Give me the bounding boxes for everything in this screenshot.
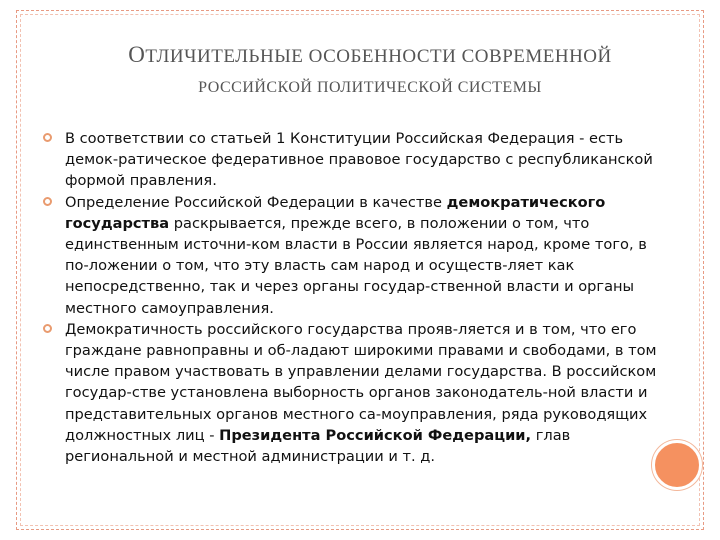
bullet-text: В соответствии со статьей 1 Конституции Российская Федерация - есть демок-ратическое федеративное правовое государство с республиканской формой правления. bbox=[65, 130, 653, 190]
circle-bullet-icon bbox=[43, 324, 52, 333]
bullet-text: Определение Российской Федерации в качестве bbox=[65, 193, 447, 211]
decorative-circle bbox=[652, 440, 702, 490]
slide-title bbox=[40, 40, 700, 102]
circle-bullet-icon bbox=[43, 197, 52, 206]
title-line-1 bbox=[40, 40, 700, 72]
title-first-letter: О bbox=[128, 42, 146, 67]
bullet-text: глав региональной и местной администрации и т. д. bbox=[65, 426, 571, 466]
bullet-text: раскрывается, прежде всего, в положении о том, что единственным источни-ком власти в России является народ, кроме того, в по-ложении о том, что эту власть сам народ и осуществ-ляет как непосредственно, так и через органы государ-ственной власти и органы местного самоуправления. bbox=[65, 214, 647, 317]
title-line-2: РОССИЙСКОЙ ПОЛИТИЧЕСКОЙ СИСТЕМЫ bbox=[198, 79, 542, 96]
bullet-list bbox=[40, 128, 662, 467]
circle-bullet-icon bbox=[43, 133, 52, 142]
title-line-1-text: ТЛИЧИТЕЛЬНЫЕ ОСОБЕННОСТИ СОВРЕМЕННОЙ bbox=[145, 46, 612, 67]
bullet-text: Демократичность российского государства прояв-ляется и в том, что его граждане равноправны и об-ладают широкими правами и свободами, в том числе правом участвовать в управлении делами государства. В российском государ-стве установлена выборность органов законодатель-ной власти и представительных органов местного са-моуправления, ряда руководящих должностных лиц - bbox=[65, 320, 657, 444]
bullet-item bbox=[40, 319, 662, 467]
bullet-item bbox=[40, 192, 662, 319]
bullet-bold-text: демократического государства bbox=[65, 193, 606, 232]
bullet-item bbox=[40, 128, 662, 192]
bullet-bold-text: Президента Российской Федерации, bbox=[219, 426, 532, 444]
